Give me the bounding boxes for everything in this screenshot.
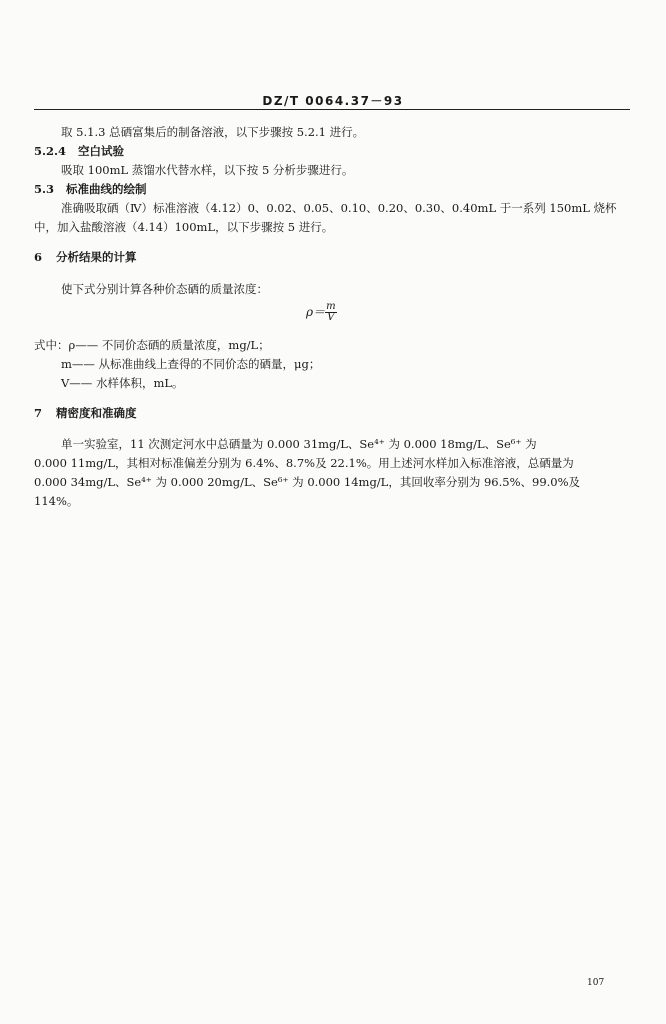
text-line-10: 0.000 11mg/L，其相对标准偏差分别为 6.4%、8.7%及 22.1%。用上述河水样加入标准溶液，总硒量为 bbox=[34, 456, 574, 470]
formula-numerator: m bbox=[326, 301, 336, 312]
document-header-code: DZ/T 0064.37－93 bbox=[262, 94, 404, 108]
text-line-9: 单一实验室，11 次测定河水中总硒量为 0.000 31mg/L、Se⁴⁺ 为 0.000 18mg/L、Se⁶⁺ 为 bbox=[61, 437, 537, 451]
text-line-11: 0.000 34mg/L、Se⁴⁺ 为 0.000 20mg/L、Se⁶⁺ 为 0.000 14mg/L，其回收率分别为 96.5%、99.0%及 bbox=[34, 475, 581, 489]
section-7-heading bbox=[34, 406, 137, 420]
formula bbox=[306, 302, 337, 323]
formula-fraction bbox=[325, 302, 336, 323]
section-title: 精密度和准确度 bbox=[56, 406, 137, 420]
section-title: 空白试验 bbox=[78, 144, 125, 158]
section-5-2-4-heading bbox=[34, 144, 124, 158]
text-line-12: 114%。 bbox=[34, 494, 79, 508]
text-line-3: 准确吸取硒（Ⅳ）标准溶液（4.12）0、0.02、0.05、0.10、0.20、0.30、0.40mL 于一系列 150mL 烧杯 bbox=[61, 201, 617, 215]
section-5-3-heading bbox=[34, 182, 147, 196]
header-rule bbox=[34, 109, 630, 110]
section-6-heading bbox=[34, 250, 137, 264]
text-line-5: 使下式分别计算各种价态硒的质量浓度： bbox=[61, 282, 268, 296]
text-line-6: 式中：ρ—— 不同价态硒的质量浓度，mg/L； bbox=[34, 338, 270, 352]
formula-lhs: ρ＝ bbox=[306, 305, 326, 319]
section-number: 6 bbox=[34, 250, 43, 264]
text-line-8: V—— 水样体积，mL。 bbox=[61, 376, 184, 390]
text-line-2: 吸取 100mL 蒸馏水代替水样，以下按 5 分析步骤进行。 bbox=[61, 163, 354, 177]
text-line-4: 中，加入盐酸溶液（4.14）100mL，以下步骤按 5 进行。 bbox=[34, 220, 334, 234]
formula-denominator: V bbox=[325, 312, 336, 323]
text-line-1: 取 5.1.3 总硒富集后的制备溶液，以下步骤按 5.2.1 进行。 bbox=[61, 125, 365, 139]
section-number: 5.3 bbox=[34, 182, 55, 196]
page-number: 107 bbox=[587, 978, 605, 988]
section-number: 7 bbox=[34, 406, 43, 420]
text-line-7: m—— 从标准曲线上查得的不同价态的硒量，μg； bbox=[61, 357, 321, 371]
section-title: 标准曲线的绘制 bbox=[66, 182, 147, 196]
section-number: 5.2.4 bbox=[34, 144, 67, 158]
section-title: 分析结果的计算 bbox=[56, 250, 137, 264]
